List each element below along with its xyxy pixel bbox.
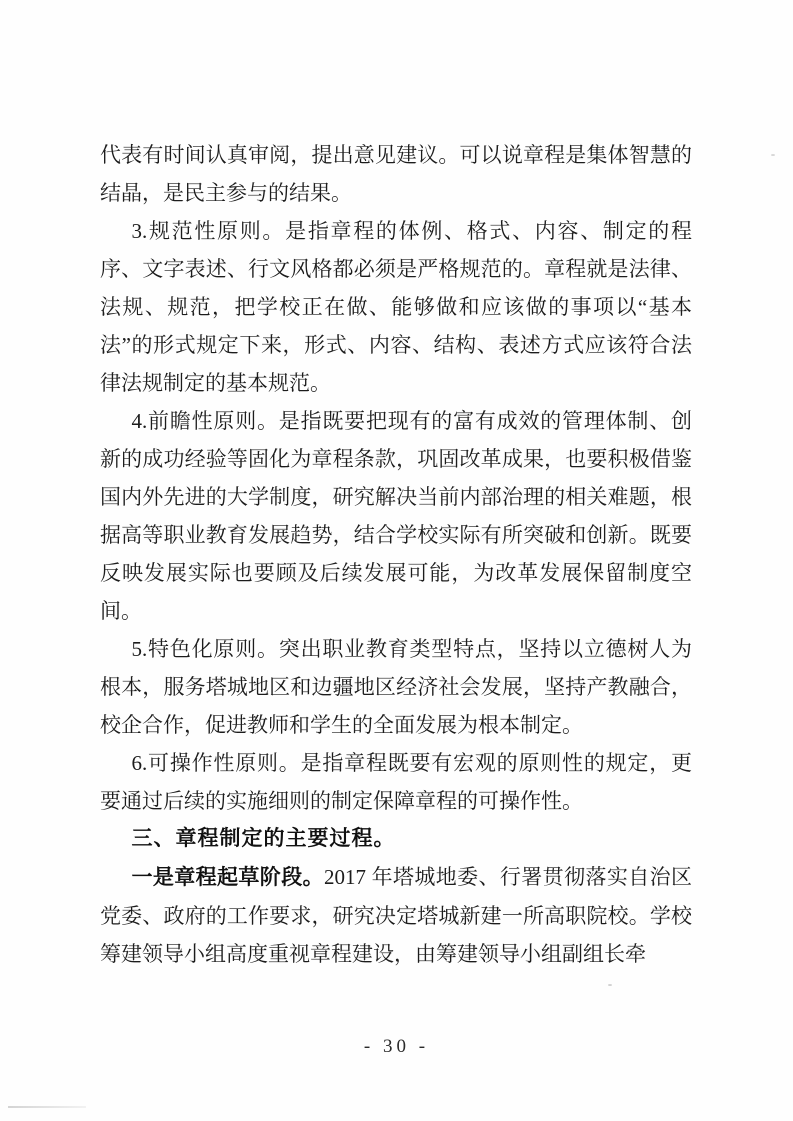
scan-speck xyxy=(608,984,612,986)
scan-speck xyxy=(771,154,775,156)
paragraph-lead-body: 2017 年塔城地委、行署贯彻落实自治区党委、政府的工作要求，研究决定塔城新建一所高职院校。学校筹建领导小组高度重视章程建设，由筹建领导小组副组长牵 xyxy=(100,865,692,966)
page-body-text xyxy=(100,136,692,973)
paragraph-principle-3: 3.规范性原则。是指章程的体例、格式、内容、制定的程序、文字表述、行文风格都必须是严格规范的。章程就是法律、法规、规范，把学校正在做、能够做和应该做的事项以“基本法”的形式规定下来，形式、内容、结构、表述方式应该符合法律法规制定的基本规范。 xyxy=(100,219,692,395)
scan-artifact-line xyxy=(8,1106,86,1108)
page-number: - 30 - xyxy=(363,1036,430,1057)
section-heading: 三、章程制定的主要过程。 xyxy=(131,827,396,850)
paragraph-lead-bold: 一是章程起草阶段。 xyxy=(131,866,324,889)
paragraph-principle-5: 5.特色化原则。突出职业教育类型特点，坚持以立德树人为根本，服务塔城地区和边疆地区经济社会发展，坚持产教融合，校企合作，促进教师和学生的全面发展为根本制定。 xyxy=(100,637,692,737)
paragraph-principle-4: 4.前瞻性原则。是指既要把现有的富有成效的管理体制、创新的成功经验等固化为章程条款，巩固改革成果，也要积极借鉴国内外先进的大学制度，研究解决当前内部治理的相关难题，根据高等职业教育发展趋势，结合学校实际有所突破和创新。既要反映发展实际也要顾及后续发展可能，为改革发展保留制度空间。 xyxy=(100,409,692,623)
paragraph-continuation: 代表有时间认真审阅，提出意见建议。可以说章程是集体智慧的结晶，是民主参与的结果。 xyxy=(100,143,692,205)
paragraph-principle-6: 6.可操作性原则。是指章程既要有宏观的原则性的规定，更要通过后续的实施细则的制定保障章程的可操作性。 xyxy=(100,751,692,813)
paragraph-stage-1 xyxy=(100,858,692,973)
